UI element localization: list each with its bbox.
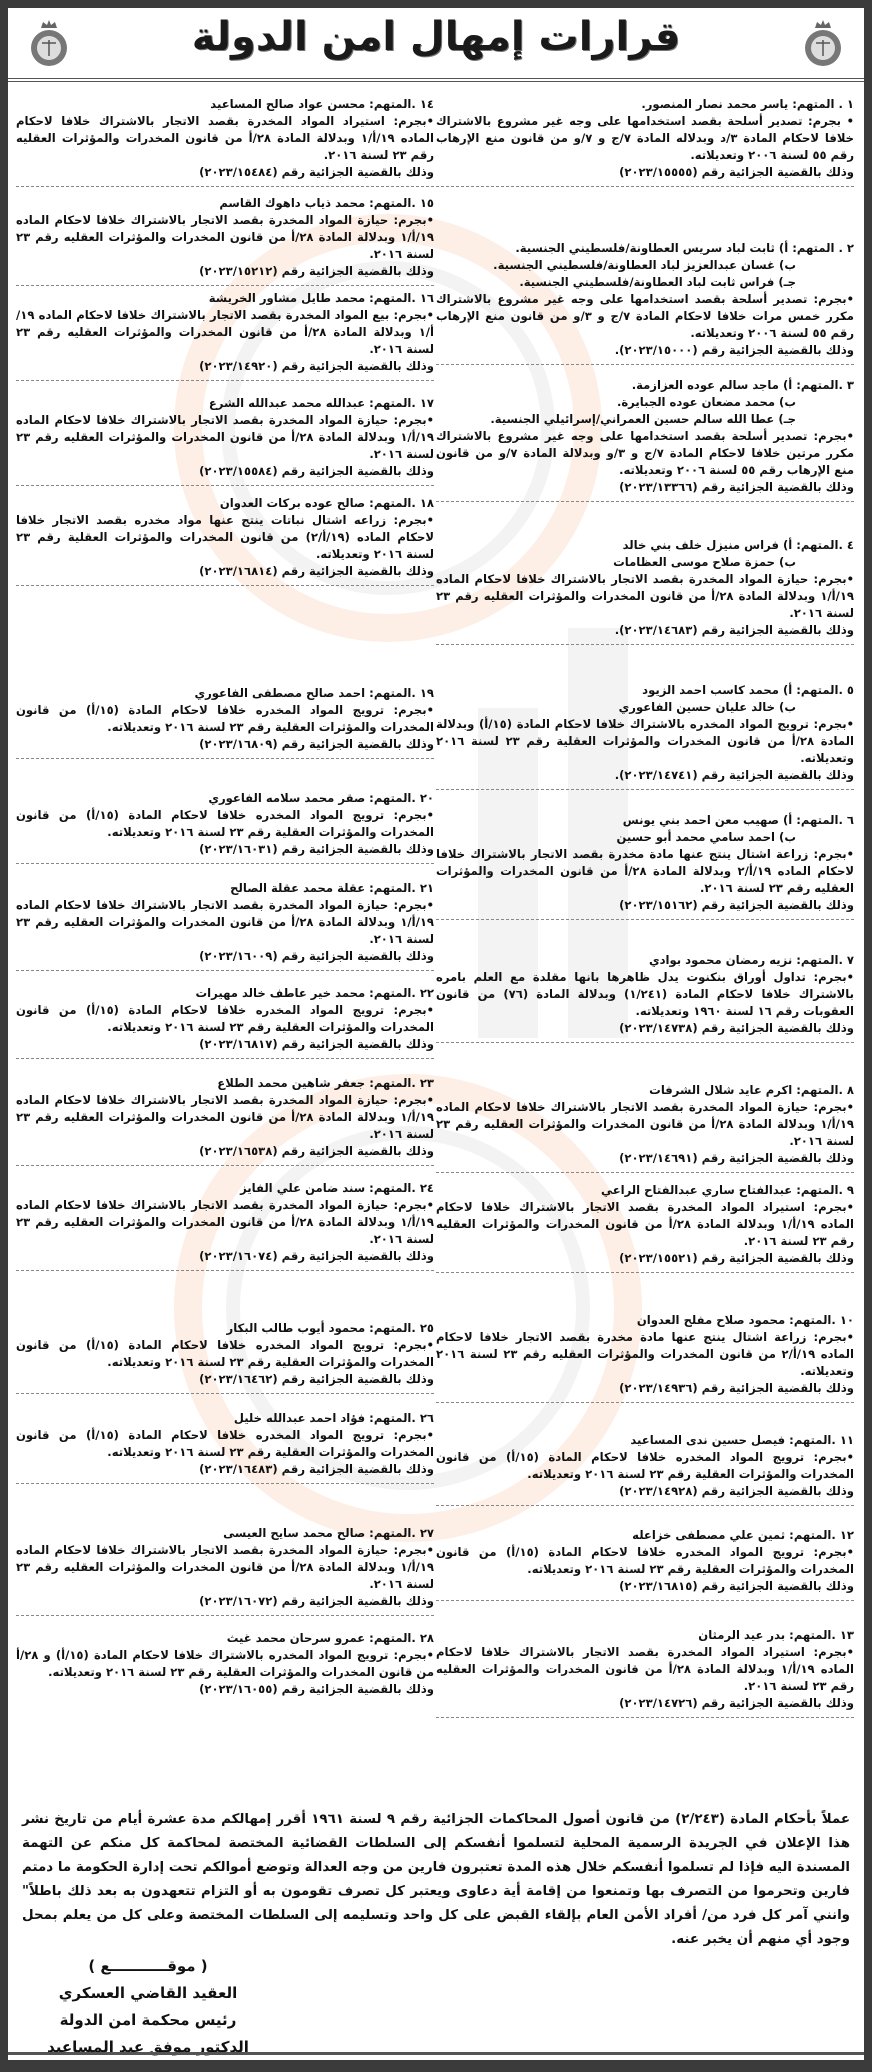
dashed-separator xyxy=(436,1172,854,1173)
dashed-separator xyxy=(16,1483,434,1484)
case-number: وذلك بالقضية الجزائية رقم (٢٠٢٣/١٤٩٢٨) xyxy=(619,1484,854,1498)
charge-text: •بجرم: ترويج المواد المخدره خلافا لاحكام المادة (١٥/أ) من قانون المخدرات والمؤثرات العقلية رقم ٢٣ لسنة ٢٠١٦ وتعديلاته. xyxy=(16,1338,434,1369)
case-number: وذلك بالقضية الجزائية رقم (٢٠٢٣/١٦٠٧٤) xyxy=(199,1249,434,1263)
accused-header: ١ . المتهم: ياسر محمد نصار المنصور. xyxy=(641,97,854,111)
decision-item xyxy=(16,96,434,187)
case-number: وذلك بالقضية الجزائية رقم (٢٠٢٣/١٤٩٣٦) xyxy=(619,1381,854,1395)
case-number: وذلك بالقضية الجزائية رقم (٢٠٢٣/١٦٠٣١) xyxy=(199,842,434,856)
accused-header: ١٦ .المتهم: محمد طايل مشاور الخريشة xyxy=(208,291,434,305)
decision-item xyxy=(436,1312,854,1403)
decision-item xyxy=(16,195,434,286)
header xyxy=(8,8,864,82)
dashed-separator xyxy=(436,1505,854,1506)
accused-header: ٦ .المتهم: أ) صهيب معن احمد بني يونس xyxy=(622,813,854,827)
dashed-separator xyxy=(436,501,854,502)
dashed-separator xyxy=(436,1600,854,1601)
accused-header: ١٣ .المتهم: بدر عيد الرمثان xyxy=(698,1628,854,1642)
decision-item xyxy=(16,790,434,864)
charge-text: •بجرم: استيراد المواد المخدرة بقصد الاتجار بالاشتراك خلافا لاحكام الماده ١٩/أ/١ وبدلالة المادة ٢٨/أ من قانون المخدرات والمؤثرات العقليه رقم ٢٣ لسنة ٢٠١٦. xyxy=(436,1200,854,1248)
co-accused: ب) احمد سامي محمد أبو حسين xyxy=(616,830,796,844)
charge-text: •بجرم: ترويج المواد المخدره خلافا لاحكام المادة (١٥/أ) من قانون المخدرات والمؤثرات العقلية رقم ٢٣ لسنة ٢٠١٦ وتعديلاته. xyxy=(16,703,434,734)
accused-header: ٩ .المتهم: عبدالفتاح ساري عبدالفتاح الراعي xyxy=(600,1183,854,1197)
dashed-separator xyxy=(16,585,434,586)
charge-text: •بجرم: حيازة المواد المخدرة بقصد الاتجار بالاشتراك خلافا لاحكام الماده ١٩/أ/١ وبدلالة المادة ٢٨/أ من قانون المخدرات والمؤثرات العقليه رقم ٢٣ لسنة ٢٠١٦. xyxy=(16,1198,434,1246)
accused-header: ٨ .المتهم: اكرم عايد شلال الشرفات xyxy=(649,1083,854,1097)
accused-header: ٢٦ .المتهم: فؤاد احمد عبدالله خليل xyxy=(233,1411,434,1425)
dashed-separator xyxy=(436,1717,854,1718)
court-emblem-icon xyxy=(800,16,846,74)
decision-item xyxy=(436,377,854,502)
decision-item xyxy=(16,1630,434,1698)
notice-paragraph: عملاً بأحكام المادة (٢/٢٤٣) من قانون أصول المحاكمات الجزائية رقم ٩ لسنة ١٩٦١ أقرر إمهالكم مدة عشرة أيام من تاريخ نشر هذا الإعلان في الجريدة الرسمية المحلية لتسلموا أنفسكم إلى السلطات القضائية المختصة لمحاكمة كل منكم عن التهمة المسندة اليه فإذا لم تسلموا أنفسكم خلال هذه المدة تعتبرون فارين من وجه العدالة وتوضع أموالكم تحت إدارة الحكومة ما دمتم فارين وتحرموا من التصرف بها وتمنعوا من إقامة أية دعاوى ويعتبر كل تصرف تقومون به أو التزام تتعهدون به بعد ذلك باطلاً" وانني آمر كل فرد من/ أفراد الأمن العام بإلقاء القبض على كل واحد وتسليمه إلى السلطات المختصة وعلى كل من يعلم بمحل وجود أي منهم أن يخبر عنه. xyxy=(22,1812,850,1947)
case-number: وذلك بالقضية الجزائية رقم (٢٠٢٣/١٤٧٤١). xyxy=(614,768,854,782)
case-number: وذلك بالقضية الجزائية رقم (٢٠٢٣/١٥٥٢١) xyxy=(619,1251,854,1265)
charge-text: •بجرم: حيازة المواد المخدرة بقصد الاتجار بالاشتراك خلافا لاحكام الماده ١٩/أ/١ وبدلالة المادة ٢٨/أ من قانون المخدرات والمؤثرات العقليه رقم ٢٣ لسنة ٢٠١٦. xyxy=(16,898,434,946)
case-number: وذلك بالقضية الجزائية رقم (٢٠٢٣/١٦٨١٧) xyxy=(199,1037,434,1051)
dashed-separator xyxy=(16,485,434,486)
decision-item xyxy=(16,1320,434,1394)
charge-text: •بجرم: حيازة المواد المخدرة بقصد الاتجار بالاشتراك خلافا لاحكام الماده ١٩/أ/١ وبدلالة المادة ٢٨/أ من قانون المخدرات والمؤثرات العقليه رقم ٢٣ لسنة ٢٠١٦. xyxy=(436,572,854,620)
decision-item xyxy=(436,1527,854,1601)
charge-text: •بجرم: ترويج المواد المخدره خلافا لاحكام المادة (١٥/أ) من قانون المخدرات والمؤثرات العقلية رقم ٢٣ لسنة ٢٠١٦ وتعديلاته. xyxy=(436,1545,854,1576)
accused-header: ٧ .المتهم: نزيه رمضان محمود بوادي xyxy=(648,953,854,967)
charge-text: •بجرم: استيراد المواد المخدرة بقصد الاتجار بالاشتراك خلافا لاحكام الماده ١٩/أ/١ وبدلالة المادة ٢٨/أ من قانون المخدرات والمؤثرات العقليه رقم ٢٣ لسنة ٢٠١٦. xyxy=(436,1645,854,1693)
accused-header: ١١ .المتهم: فيصل حسين ندى المساعيد xyxy=(630,1433,854,1447)
case-number: وذلك بالقضية الجزائية رقم (٢٠٢٣/١٤٧٣٨) xyxy=(619,1021,854,1035)
divider xyxy=(8,2052,864,2055)
dashed-separator xyxy=(16,186,434,187)
case-number: وذلك بالقضية الجزائية رقم (٢٠٢٣/١٦٠٧٢) xyxy=(199,1594,434,1608)
charge-text: •بجرم: حيازة المواد المخدرة بقصد الاتجار بالاشتراك خلافا لاحكام الماده ١٩/أ/١ وبدلالة المادة ٢٨/أ من قانون المخدرات والمؤثرات العقليه رقم ٢٣ لسنة ٢٠١٦. xyxy=(16,213,434,261)
dashed-separator xyxy=(436,919,854,920)
decision-item xyxy=(436,812,854,920)
co-accused: جـ) عطا الله سالم حسين العمراني/إسرائيلي الجنسية. xyxy=(490,412,796,426)
accused-header: ٢٧ .المتهم: صالح محمد سايح العيسى xyxy=(223,1526,434,1540)
decision-item xyxy=(16,1075,434,1166)
accused-header: ٢٨ .المتهم: عمرو سرحان محمد غيث xyxy=(226,1631,434,1645)
charge-text: •بجرم: ترويج المواد المخدره بالاشتراك خلافا لاحكام المادة (١٥/أ) وبدلالة المادة ٢٨/أ من قانون المخدرات والمؤثرات العقلية رقم ٢٣ لسنة ٢٠١٦ وتعديلاته. xyxy=(436,717,855,765)
case-number: وذلك بالقضية الجزائية رقم (٢٠٢٣/١٣٣٦٦) xyxy=(619,480,854,494)
dashed-separator xyxy=(436,789,854,790)
case-number: وذلك بالقضية الجزائية رقم (٢٠٢٣/١٦٠٠٩) xyxy=(199,949,434,963)
dashed-separator xyxy=(436,1272,854,1273)
charge-text: •بجرم: ترويج المواد المخدره بالاشتراك خلافا لاحكام المادة (١٥/أ) و ٢٨/أ من قانون المخدرات والمؤثرات العقلية رقم ٢٣ لسنة ٢٠١٦ وتعديلاته. xyxy=(16,1648,434,1679)
case-number: وذلك بالقضية الجزائية رقم (٢٠٢٣/١٦٨٠٩) xyxy=(199,737,434,751)
charge-text: •بجرم: زراعة اشتال ينتج عنها مادة مخدرة بقصد الاتجار بالاشتراك خلافا لاحكام الماده ١٩/أ/٢ وبدلالة المادة ٢٨/أ من قانون المخدرات والمؤثرات العقليه رقم ٢٣ لسنة ٢٠١٦. xyxy=(436,847,854,895)
accused-header: ١٩ .المتهم: احمد صالح مصطفى الفاعوري xyxy=(194,686,434,700)
accused-header: ٢٥ .المتهم: محمود أيوب طالب البكار xyxy=(226,1321,434,1335)
dashed-separator xyxy=(16,1270,434,1271)
signer-rank: العقيد القاضي العسكري xyxy=(58,1984,238,2002)
case-number: وذلك بالقضية الجزائية رقم (٢٠٢٣/١٦٥٣٨) xyxy=(199,1144,434,1158)
dashed-separator xyxy=(16,285,434,286)
co-accused: جـ) فراس ثابت لباد العطاونة/فلسطيني الجنسية. xyxy=(519,275,796,289)
charge-text: •بجرم: زراعه اشتال نباتات ينتج عنها مواد مخدره بقصد الاتجار خلافا لاحكام الماده (١٩/أ/٢) من قانون المخدرات والمؤثرات العقلية رقم ٢٣ لسنة ٢٠١٦ وتعديلاته. xyxy=(16,513,434,561)
decision-item xyxy=(436,96,854,187)
dashed-separator xyxy=(16,758,434,759)
charge-text: •بجرم: بيع المواد المخدرة بقصد الاتجار بالاشتراك خلافا لاحكام الماده ١٩/أ/١ وبدلالة المادة ٢٨/أ من قانون المخدرات والمؤثرات العقليه رقم ٢٣ لسنة ٢٠١٦. xyxy=(16,308,434,356)
decision-item xyxy=(16,685,434,759)
case-number: وذلك بالقضية الجزائية رقم (٢٠٢٣/١٦٠٥٥) xyxy=(199,1682,434,1696)
signature-block xyxy=(38,1953,258,2060)
accused-header: ٤ .المتهم: أ) فراس منيزل خلف بني خالد xyxy=(622,538,854,552)
charge-text: •بجرم: حيازة المواد المخدرة بقصد الاتجار بالاشتراك خلافا لاحكام الماده ١٩/أ/١ وبدلالة المادة ٢٨/أ من قانون المخدرات والمؤثرات العقليه رقم ٢٣ لسنة ٢٠١٦. xyxy=(16,1093,434,1141)
signer-name: الدكتور موفق عيد المساعيد xyxy=(47,2038,249,2056)
co-accused: ب) غسان عبدالعزيز لباد العطاونة/فلسطيني الجنسية. xyxy=(493,258,796,272)
decision-item xyxy=(16,395,434,486)
signer-position: رئيس محكمة امن الدولة xyxy=(59,2011,237,2029)
charge-text: •بجرم: ترويج المواد المخدره خلافا لاحكام المادة (١٥/أ) من قانون المخدرات والمؤثرات العقلية رقم ٢٣ لسنة ٢٠١٦ وتعديلاته. xyxy=(436,1450,854,1481)
page-title: قرارات إمهال امن الدولة xyxy=(191,14,681,60)
accused-header: ١٢ .المتهم: ثمين علي مصطفى خزاعله xyxy=(632,1528,854,1542)
decision-item xyxy=(436,1432,854,1506)
accused-header: ١٥ .المتهم: محمد ذياب داهوك القاسم xyxy=(219,196,434,210)
case-number: وذلك بالقضية الجزائية رقم (٢٠٢٣/١٦٨١٤) xyxy=(199,564,434,578)
dashed-separator xyxy=(436,644,854,645)
accused-header: ١٠ .المتهم: محمود صلاح مفلح العدوان xyxy=(636,1313,854,1327)
accused-header: ٢١ .المتهم: عقلة محمد عقلة الصالح xyxy=(230,881,434,895)
accused-header: ٢٠ .المتهم: صقر محمد سلامه الفاعوري xyxy=(208,791,434,805)
dashed-separator xyxy=(16,1058,434,1059)
case-number: وذلك بالقضية الجزائية رقم (٢٠٢٣/١٥٥٨٤) xyxy=(199,464,434,478)
charge-text: •بجرم: تداول أوراق بنكنوت يدل ظاهرها بانها مقلدة مع العلم بامره بالاشتراك خلافا لاحكام المادة (١/٢٤١) وبدلالة المادة (٧٦) من قانون العقوبات رقم ١٦ لسنة ١٩٦٠ وتعديلاته. xyxy=(436,970,854,1018)
dashed-separator xyxy=(436,1042,854,1043)
dashed-separator xyxy=(16,380,434,381)
dashed-separator xyxy=(436,1402,854,1403)
charge-text: •بجرم: تصدير أسلحة بقصد استخدامها على وجه غير مشروع بالاشتراك مكرر مرتين خلافا لاحكام المادة ٧/ج و ٣/و وبدلالة المادة ٧/و من قانون منع الإرهاب رقم ٥٥ لسنة ٢٠٠٦ وتعديلاته. xyxy=(436,429,854,477)
dashed-separator xyxy=(436,364,854,365)
charge-text: •بجرم: حيازة المواد المخدرة بقصد الاتجار بالاشتراك خلافا لاحكام الماده ١٩/أ/١ وبدلالة المادة ٢٨/أ من قانون المخدرات والمؤثرات العقليه رقم ٢٣ لسنة ٢٠١٦. xyxy=(436,1100,854,1148)
charge-text: •بجرم: ترويج المواد المخدره خلافا لاحكام المادة (١٥/أ) من قانون المخدرات والمؤثرات العقلية رقم ٢٣ لسنة ٢٠١٦ وتعديلاته. xyxy=(16,1003,434,1034)
dashed-separator xyxy=(16,970,434,971)
case-number: وذلك بالقضية الجزائية رقم (٢٠٢٣/١٥٥٥٥) xyxy=(619,165,854,179)
decision-item xyxy=(436,1082,854,1173)
charge-text: •بجرم: ترويج المواد المخدره خلافا لاحكام المادة (١٥/أ) من قانون المخدرات والمؤثرات العقلية رقم ٢٣ لسنة ٢٠١٦ وتعديلاته. xyxy=(16,808,434,839)
co-accused: ب) خالد عليان حسين الفاعوري xyxy=(618,700,796,714)
signed-mark: ( موقـــــــــــع ) xyxy=(88,1957,208,1975)
decision-item xyxy=(16,1410,434,1484)
decision-item xyxy=(436,240,854,365)
accused-header: ١٨ .المتهم: صالح عوده بركات العدوان xyxy=(219,496,434,510)
decision-item xyxy=(436,682,854,790)
charge-text: •بجرم: حيازة المواد المخدرة بقصد الاتجار بالاشتراك خلافا لاحكام الماده ١٩/أ/١ وبدلالة المادة ٢٨/أ من قانون المخدرات والمؤثرات العقليه رقم ٢٣ لسنة ٢٠١٦. xyxy=(16,413,434,461)
charge-text: •بجرم: تصدير أسلحة بقصد استخدامها على وجه غير مشروع بالاشتراك مكرر خمس مرات خلافا لاحكام المادة ٧/ج و ٣/و من قانون منع الإرهاب رقم ٥٥ لسنة ٢٠٠٦ وتعديلاته. xyxy=(436,292,854,340)
announcement-sheet xyxy=(8,8,864,2060)
decision-item xyxy=(16,1180,434,1271)
decision-item xyxy=(436,1627,854,1718)
case-number: وذلك بالقضية الجزائية رقم (٢٠٢٣/١٤٧٢٦) xyxy=(619,1696,854,1710)
case-number: وذلك بالقضية الجزائية رقم (٢٠٢٣/١٤٩٢٠) xyxy=(199,359,434,373)
dashed-separator xyxy=(16,1393,434,1394)
case-number: وذلك بالقضية الجزائية رقم (٢٠٢٣/١٦٨١٥) xyxy=(619,1579,854,1593)
accused-header: ١٧ .المتهم: عبدالله محمد عبدالله الشرع xyxy=(208,396,434,410)
charge-text: • بجرم: تصدير أسلحة بقصد استخدامها على وجه غير مشروع بالاشتراك خلافا لاحكام المادة ٣/د وبدلاله المادة ٧/ج و ٧/و من قانون منع الإرهاب رقم ٥٥ لسنة ٢٠٠٦ وتعديلاته. xyxy=(436,114,854,162)
decision-item xyxy=(436,537,854,645)
case-number: وذلك بالقضية الجزائية رقم (٢٠٢٣/١٥١٦٢) xyxy=(619,898,854,912)
decision-item xyxy=(16,1525,434,1616)
decision-item xyxy=(436,952,854,1043)
decision-item xyxy=(16,985,434,1059)
accused-header: ٥ .المتهم: أ) محمد كاسب احمد الزيود xyxy=(642,683,854,697)
accused-header: ٢٢ .المتهم: محمد خير عاطف خالد مهيرات xyxy=(195,986,434,1000)
accused-header: ١٤ .المتهم: محسن عواد صالح المساعيد xyxy=(210,97,434,111)
decision-item xyxy=(436,1182,854,1273)
dashed-separator xyxy=(16,1615,434,1616)
charge-text: •بجرم: استيراد المواد المخدرة بقصد الاتجار بالاشتراك خلافا لاحكام الماده ١٩/أ/١ وبدلالة المادة ٢٨/أ من قانون المخدرات والمؤثرات العقليه رقم ٢٣ لسنة ٢٠١٦. xyxy=(16,114,434,162)
case-number: وذلك بالقضية الجزائية رقم (٢٠٢٣/١٥٠٠٠). xyxy=(614,343,854,357)
dashed-separator xyxy=(16,1165,434,1166)
charge-text: •بجرم: ترويج المواد المخدره خلافا لاحكام المادة (١٥/أ) من قانون المخدرات والمؤثرات العقلية رقم ٢٣ لسنة ٢٠١٦ وتعديلاته. xyxy=(16,1428,434,1459)
charge-text: •بجرم: زراعة اشتال ينتج عنها مادة مخدرة بقصد الاتجار خلافا لاحكام الماده ١٩/أ/٢ من قانون المخدرات والمؤثرات العقليه رقم ٢٣ لسنة ٢٠١٦ وتعديلاته. xyxy=(436,1330,854,1378)
case-number: وذلك بالقضية الجزائية رقم (٢٠٢٣/١٤٦٩١) xyxy=(619,1151,854,1165)
case-number: وذلك بالقضية الجزائية رقم (٢٠٢٣/١٥٤٨٤) xyxy=(199,165,434,179)
charge-text: •بجرم: حيازة المواد المخدرة بقصد الاتجار بالاشتراك خلافا لاحكام الماده ١٩/أ/١ وبدلالة المادة ٢٨/أ من قانون المخدرات والمؤثرات العقليه رقم ٢٣ لسنة ٢٠١٦. xyxy=(16,1543,434,1591)
decision-item xyxy=(16,880,434,971)
accused-header: ٣ .المتهم: أ) ماجد سالم عوده العزازمة. xyxy=(631,378,854,392)
dashed-separator xyxy=(436,186,854,187)
case-number: وذلك بالقضية الجزائية رقم (٢٠٢٣/١٤٦٨٣). xyxy=(614,623,854,637)
case-number: وذلك بالقضية الجزائية رقم (٢٠٢٣/١٥٢١٢) xyxy=(199,264,434,278)
accused-header: ٢ . المتهم: أ) ثابت لباد سريس العطاونة/فلسطيني الجنسية. xyxy=(515,241,854,255)
accused-header: ٢٣ .المتهم: جعفر شاهين محمد الطلاع xyxy=(217,1076,434,1090)
decision-item xyxy=(16,290,434,381)
dashed-separator xyxy=(16,863,434,864)
case-number: وذلك بالقضية الجزائية رقم (٢٠٢٣/١٦٤٨٣) xyxy=(199,1462,434,1476)
decision-item xyxy=(16,495,434,586)
accused-header: ٢٤ .المتهم: سند ضامن علي الفايز xyxy=(240,1181,434,1195)
co-accused: ب) محمد مضعان عوده الجبايرة. xyxy=(616,395,796,409)
case-number: وذلك بالقضية الجزائية رقم (٢٠٢٣/١٦٤٦٢) xyxy=(199,1372,434,1386)
co-accused: ب) حمزة صلاح موسى العظامات xyxy=(613,555,796,569)
